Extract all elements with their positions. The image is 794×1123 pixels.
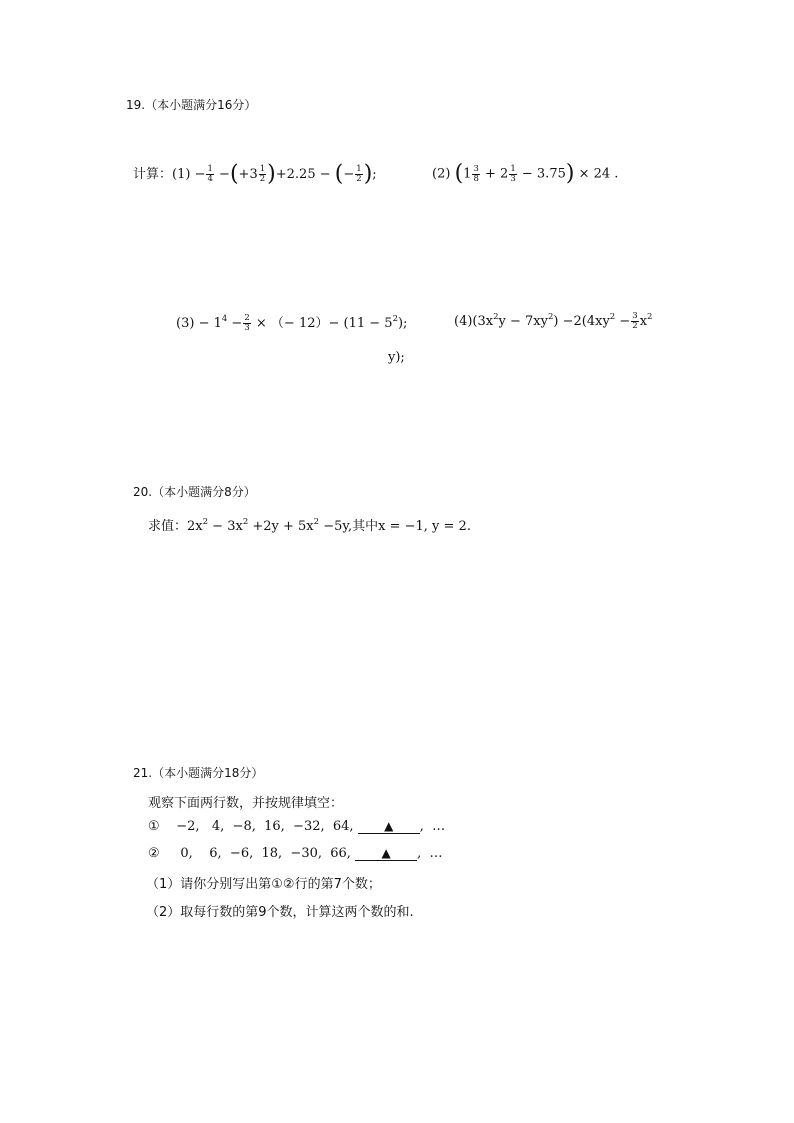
paren-open: ( [229, 161, 239, 187]
q19-p3-exp1: 4 [221, 314, 228, 324]
q19-p4-e4: 2 [647, 312, 653, 322]
q19-p4-frac1: $\frac{3}{2}$ [632, 311, 638, 331]
q20-t3: +2y + 5x [248, 519, 314, 534]
row1-marker: ① [148, 819, 160, 834]
q19-p1-frac1: $\frac{1}{4}$ [207, 164, 213, 184]
q19-p4-t2: y − 7xy [498, 314, 548, 329]
q21-task2: （2）取每行数的第9个数，计算这两个数的和. [146, 905, 414, 920]
row2-numbers: 0, 6, −6, 18, −30, 66, [180, 846, 351, 861]
q20-e2: 2 [242, 517, 249, 527]
q19-p2-minus: − 3.75 [521, 166, 566, 182]
q19-p2-whole2: 2 [500, 166, 509, 182]
q20-condition: x = −1, y = 2. [378, 519, 471, 534]
q19-p4-t5: x [639, 314, 648, 329]
q19-p1-mid: +2.25 − [275, 167, 331, 182]
row2-blank [355, 847, 417, 861]
row1-tail: , … [419, 819, 446, 834]
q20-expression [148, 515, 471, 534]
q21-task1: （1）请你分别写出第①②行的第7个数； [146, 877, 381, 892]
q20-t4: −5y, [319, 519, 353, 534]
q20-prefix: 求值： [148, 519, 188, 534]
q19-p4-label: (4) [454, 314, 473, 329]
paren-open: ( [334, 161, 344, 187]
q19-p4-t1: (3x [472, 314, 494, 329]
q20-e3: 2 [313, 517, 320, 527]
q19-part1 [133, 163, 377, 186]
q19-prefix: 计算： [133, 167, 173, 182]
q19-p2-frac1: $\frac{3}{8}$ [473, 163, 479, 184]
q19-p4-e1: 2 [493, 312, 499, 322]
q19-part2 [432, 163, 618, 185]
row2-tail: , … [417, 846, 443, 861]
q19-p1-neg2: − [343, 167, 355, 182]
row1-blank [358, 820, 420, 834]
q19-p3-end: ); [397, 316, 408, 331]
q19-p2-tail: × 24 . [578, 166, 619, 182]
q19-p3-minus: − [231, 316, 243, 331]
q19-p3-exp2: 2 [392, 314, 398, 324]
q21-intro: 观察下面两行数，并按规律填空： [148, 796, 344, 811]
triangle-icon: ▲ [384, 819, 394, 833]
q19-p1-label: (1) [172, 167, 191, 182]
q19-p3-t2: × （− 12）− (11 − 5 [255, 316, 393, 331]
q19-p2-frac2: $\frac{1}{3}$ [510, 163, 516, 184]
q19-part4-wrap: y); [388, 350, 405, 365]
paren-close: ) [363, 161, 373, 187]
q19-p4-t3: ) −2(4xy [553, 314, 610, 329]
q19-p2-plus: + [485, 166, 496, 182]
paren-close: ) [565, 161, 575, 186]
paren-open: ( [454, 161, 464, 186]
q19-part4 [454, 312, 652, 331]
q19-p3-label: (3) [176, 316, 195, 331]
q19-p4-e2: 2 [547, 312, 554, 322]
q19-part3 [176, 312, 407, 333]
q19-p1-frac3: $\frac{1}{2}$ [356, 164, 362, 184]
q20-where: 其中 [352, 519, 379, 534]
row2-marker: ② [148, 846, 160, 861]
q21-row1 [148, 819, 445, 834]
q20-t1: 2x [187, 519, 203, 534]
q19-p3-t1: − 1 [198, 316, 222, 331]
q19-p1-whole: 3 [249, 167, 258, 182]
q19-p1-plus: + [238, 167, 250, 182]
q19-p1-end: ; [372, 167, 377, 182]
q19-p4-e3: 2 [609, 312, 616, 322]
q19-p4-t4: − [619, 314, 631, 329]
q21-header: 21.（本小题满分18分） [133, 766, 264, 780]
q20-header: 20.（本小题满分8分） [133, 485, 256, 499]
q19-p1-neg: − [194, 167, 206, 182]
q21-row2 [148, 846, 442, 861]
q20-e1: 2 [202, 517, 209, 527]
q19-header: 19.（本小题满分16分） [126, 98, 257, 112]
paren-close: ) [267, 161, 276, 187]
row1-numbers: −2, 4, −8, 16, −32, 64, [176, 819, 354, 834]
q20-t2: − 3x [208, 519, 243, 534]
q19-p1-minus: − [219, 167, 230, 182]
q19-p2-label: (2) [432, 166, 451, 182]
triangle-icon: ▲ [381, 846, 391, 860]
q19-p2-whole1: 1 [463, 166, 472, 182]
q19-p1-frac2: $\frac{1}{2}$ [259, 164, 266, 184]
q19-p3-frac1: $\frac{2}{3}$ [244, 313, 250, 333]
